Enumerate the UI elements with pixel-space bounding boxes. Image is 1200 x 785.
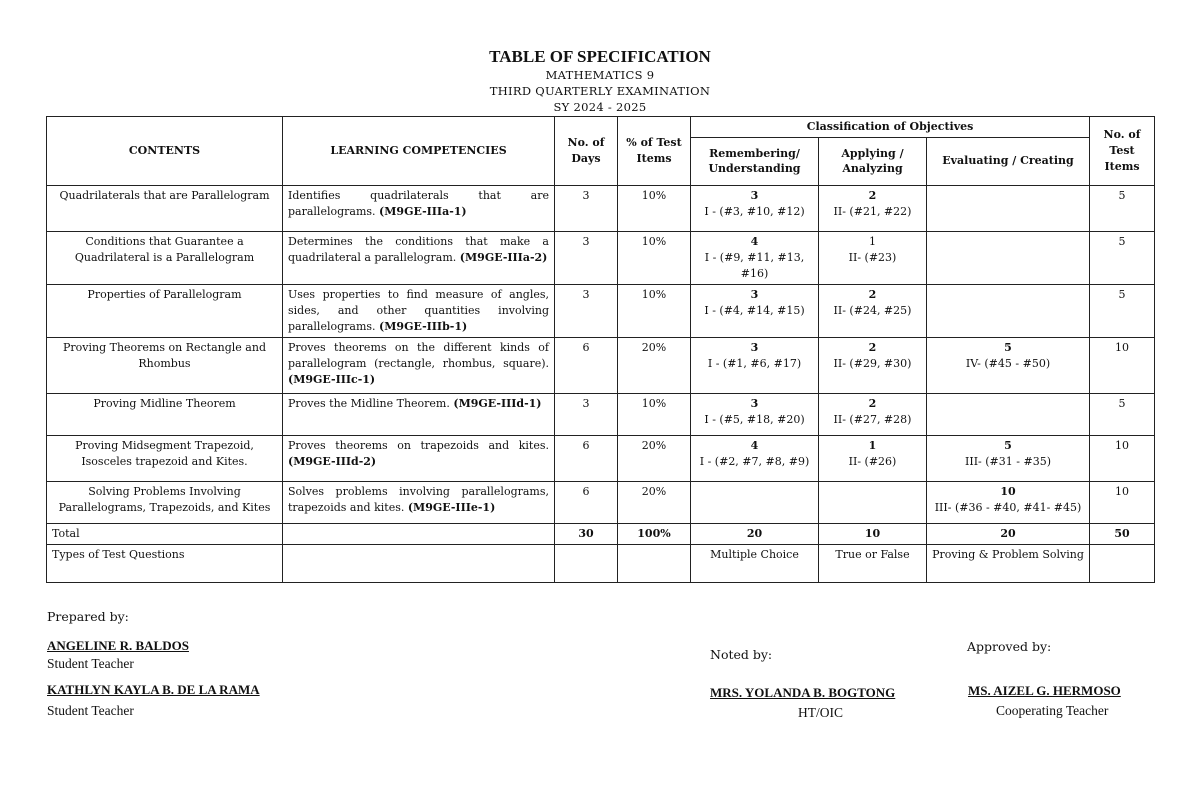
days-cell: 6 (555, 435, 618, 481)
competency-cell (283, 435, 555, 481)
competency-code: (M9GE-IIId-2) (288, 454, 377, 468)
percent-cell: 20% (618, 481, 691, 523)
content-cell: Solving Problems Involving Parallelograms, Trapezoids, and Kites (47, 481, 283, 523)
evaluating-cell (927, 393, 1090, 435)
applying-cell (819, 393, 927, 435)
remembering-cell (691, 337, 819, 393)
remembering-count: 3 (750, 340, 759, 354)
remembering-items: I - (#1, #6, #17) (707, 356, 802, 370)
days-cell: 6 (555, 481, 618, 523)
percent-cell: 20% (618, 337, 691, 393)
content-cell: Properties of Parallelogram (47, 284, 283, 337)
remembering-count: 4 (750, 438, 759, 452)
applying-count: 2 (868, 396, 877, 410)
total-percent: 100% (618, 523, 691, 544)
applying-cell (819, 284, 927, 337)
applying-items: II- (#24, #25) (833, 303, 912, 317)
days-cell: 3 (555, 284, 618, 337)
remembering-items: I - (#3, #10, #12) (704, 204, 805, 218)
remembering-count: 3 (750, 396, 759, 410)
remembering-count: 4 (750, 234, 759, 248)
days-cell: 3 (555, 393, 618, 435)
competency-text: Determines the conditions that make a quadrilateral a parallelogram. (288, 234, 549, 264)
total-row (47, 523, 1155, 544)
competency-cell (283, 481, 555, 523)
percent-cell: 10% (618, 393, 691, 435)
applying-count: 1 (868, 438, 877, 452)
remembering-items: I - (#4, #14, #15) (704, 303, 805, 317)
competency-code: (M9GE-IIIb-1) (379, 319, 468, 333)
types-evaluating: Proving & Problem Solving (927, 544, 1090, 582)
total-evaluating: 20 (927, 523, 1090, 544)
applying-items: II- (#26) (848, 454, 897, 468)
table-row (47, 185, 1155, 231)
evaluating-cell (927, 231, 1090, 284)
preparer2-role: Student Teacher (47, 703, 134, 718)
competency-code: (M9GE-IIIa-2) (459, 250, 548, 264)
days-cell: 6 (555, 337, 618, 393)
total-items: 50 (1090, 523, 1155, 544)
content-cell: Conditions that Guarantee a Quadrilateral is a Parallelogram (47, 231, 283, 284)
test-items-cell: 10 (1090, 435, 1155, 481)
total-days: 30 (555, 523, 618, 544)
competency-code: (M9GE-IIIe-1) (407, 500, 496, 514)
percent-cell: 20% (618, 435, 691, 481)
remembering-cell (691, 231, 819, 284)
content-cell: Proving Theorems on Rectangle and Rhombus (47, 337, 283, 393)
competency-text: Proves the Midline Theorem. (288, 396, 450, 410)
evaluating-cell (927, 337, 1090, 393)
remembering-items: I - (#5, #18, #20) (704, 412, 805, 426)
applying-items: II- (#29, #30) (833, 356, 912, 370)
applying-cell (819, 231, 927, 284)
evaluating-items: III- (#36 - #40, #41- #45) (934, 500, 1082, 514)
document-title: TABLE OF SPECIFICATION (489, 47, 711, 66)
header-evaluating: Evaluating / Creating (927, 137, 1090, 185)
days-cell: 3 (555, 185, 618, 231)
evaluating-count: 5 (1004, 340, 1012, 354)
test-items-cell: 5 (1090, 185, 1155, 231)
competency-cell (283, 185, 555, 231)
evaluating-cell (927, 481, 1090, 523)
competency-cell (283, 284, 555, 337)
types-applying: True or False (819, 544, 927, 582)
test-items-cell: 5 (1090, 393, 1155, 435)
competency-text: Solves problems involving parallelograms, trapezoids and kites. (288, 484, 549, 514)
header-test-items: No. of Test Items (1090, 117, 1155, 186)
preparer1-name: ANGELINE R. BALDOS (47, 638, 189, 653)
remembering-cell (691, 284, 819, 337)
header-contents: CONTENTS (47, 117, 283, 186)
competency-text: Proves theorems on trapezoids and kites. (288, 438, 549, 452)
remembering-items: I - (#2, #7, #8, #9) (699, 454, 810, 468)
applying-count: 2 (868, 340, 877, 354)
noted-role: HT/OIC (798, 705, 843, 720)
table-row (47, 284, 1155, 337)
remembering-count: 3 (750, 188, 759, 202)
competency-text: Uses properties to find measure of angles, sides, and other quantities involving parallelograms. (288, 287, 549, 333)
percent-cell: 10% (618, 284, 691, 337)
remembering-count: 3 (750, 287, 759, 301)
exam-line: THIRD QUARTERLY EXAMINATION (489, 84, 711, 98)
days-cell: 3 (555, 231, 618, 284)
competency-code: (M9GE-IIIc-1) (288, 372, 376, 386)
applying-cell (819, 481, 927, 523)
applying-count: 2 (868, 188, 877, 202)
test-items-cell: 5 (1090, 284, 1155, 337)
header-remembering: Remembering/ Understanding (691, 137, 819, 185)
remembering-cell (691, 481, 819, 523)
evaluating-cell (927, 185, 1090, 231)
competency-cell (283, 393, 555, 435)
content-cell: Proving Midsegment Trapezoid, Isosceles trapezoid and Kites. (47, 435, 283, 481)
types-remembering: Multiple Choice (691, 544, 819, 582)
competency-cell (283, 337, 555, 393)
table-row (47, 337, 1155, 393)
evaluating-cell (927, 435, 1090, 481)
competency-text: Identifies quadrilaterals that are parallelograms. (288, 188, 549, 218)
remembering-cell (691, 435, 819, 481)
total-applying: 10 (819, 523, 927, 544)
remembering-cell (691, 185, 819, 231)
percent-cell: 10% (618, 185, 691, 231)
test-items-cell: 10 (1090, 481, 1155, 523)
competency-cell (283, 231, 555, 284)
evaluating-items: III- (#31 - #35) (965, 454, 1051, 468)
competency-text: Proves theorems on the different kinds of parallelogram (rectangle, rhombus, square). (288, 340, 549, 370)
applying-count: 1 (869, 234, 876, 248)
total-remembering: 20 (691, 523, 819, 544)
applying-items: II- (#21, #22) (833, 204, 912, 218)
types-row (47, 544, 1155, 582)
school-year-line: SY 2024 - 2025 (553, 100, 647, 114)
applying-cell (819, 337, 927, 393)
header-days: No. of Days (555, 117, 618, 186)
approved-by-label: Approved by: (967, 639, 1052, 654)
header-applying: Applying / Analyzing (819, 137, 927, 185)
evaluating-count: 5 (1004, 438, 1012, 452)
evaluating-cell (927, 284, 1090, 337)
table-row (47, 435, 1155, 481)
approved-role: Cooperating Teacher (996, 703, 1109, 718)
total-label: Total (47, 523, 283, 544)
table-row (47, 481, 1155, 523)
preparer2-name: KATHLYN KAYLA B. DE LA RAMA (47, 682, 260, 697)
specification-table (46, 116, 1155, 583)
subject-line: MATHEMATICS 9 (545, 68, 655, 82)
competency-code: (M9GE-IIId-1) (453, 396, 542, 410)
table-row (47, 393, 1155, 435)
applying-count: 2 (868, 287, 877, 301)
header-classification: Classification of Objectives (691, 117, 1090, 138)
percent-cell: 10% (618, 231, 691, 284)
content-cell: Quadrilaterals that are Parallelogram (47, 185, 283, 231)
evaluating-count: 10 (1000, 484, 1016, 498)
test-items-cell: 10 (1090, 337, 1155, 393)
preparer1-role: Student Teacher (47, 656, 134, 671)
types-label: Types of Test Questions (47, 544, 283, 582)
noted-by-label: Noted by: (710, 647, 773, 662)
content-cell: Proving Midline Theorem (47, 393, 283, 435)
approved-name: MS. AIZEL G. HERMOSO (968, 683, 1121, 698)
noted-name: MRS. YOLANDA B. BOGTONG (710, 685, 896, 700)
remembering-items: I - (#9, #11, #13, #16) (704, 250, 805, 280)
applying-items: II- (#27, #28) (833, 412, 912, 426)
competency-code: (M9GE-IIIa-1) (379, 204, 467, 218)
prepared-by-label: Prepared by: (47, 609, 129, 624)
applying-cell (819, 435, 927, 481)
test-items-cell: 5 (1090, 231, 1155, 284)
remembering-cell (691, 393, 819, 435)
applying-items: II- (#23) (848, 250, 897, 264)
evaluating-items: IV- (#45 - #50) (965, 356, 1051, 370)
applying-cell (819, 185, 927, 231)
header-competencies: LEARNING COMPETENCIES (283, 117, 555, 186)
table-row (47, 231, 1155, 284)
header-percent: % of Test Items (618, 117, 691, 186)
